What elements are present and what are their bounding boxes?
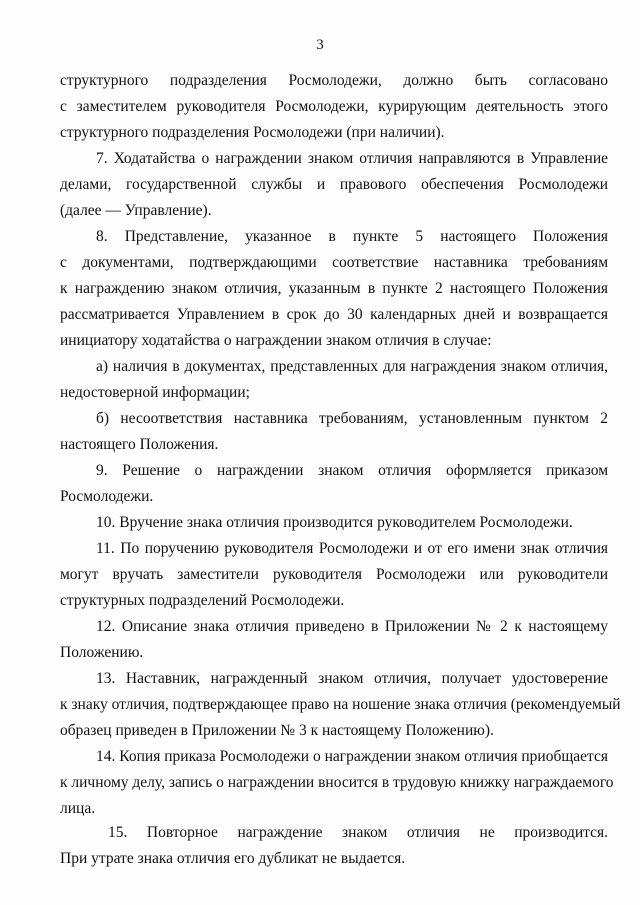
paragraph-7 [60, 146, 608, 224]
text-line: структурного подразделения Росмолодежи, должно быть согласовано [60, 72, 608, 89]
text-line: образец приведен в Приложении № 3 к настоящему Положению). [60, 722, 494, 739]
paragraph-10 [60, 510, 608, 536]
text-line: 10. Вручение знака отличия производится руководителем Росмолодежи. [96, 514, 573, 531]
text-line: Росмолодежи. [60, 488, 154, 505]
paragraph-continuation [60, 68, 608, 146]
text-line: недостоверной информации; [60, 384, 250, 401]
text-line: рассматривается Управлением в срок до 30 календарных дней и возвращается [60, 306, 608, 323]
text-line: (далее — Управление). [60, 202, 212, 219]
text-line: 9. Решение о награждении знаком отличия оформляется приказом [96, 462, 608, 479]
text-line: а) наличия в документах, представленных для награждения знаком отличия, [96, 358, 608, 375]
text-line: 11. По поручению руководителя Росмолодежи и от его имени знак отличия [96, 540, 608, 557]
text-line: настоящего Положения. [60, 436, 219, 453]
paragraph-9 [60, 458, 608, 510]
text-line: 12. Описание знака отличия приведено в Приложении № 2 к настоящему [96, 618, 608, 635]
text-line: 7. Ходатайства о награждении знаком отличия направляются в Управление [96, 150, 608, 167]
text-line: с документами, подтверждающими соответствие наставника требованиям [60, 254, 608, 271]
text-line: к знаку отличия, подтверждающее право на ношение знака отличия (рекомендуемый [60, 696, 621, 713]
text-line: структурных подразделений Росмолодежи. [60, 592, 345, 609]
text-line: При утрате знака отличия его дубликат не выдается. [60, 850, 406, 867]
text-line: Положению. [60, 644, 144, 661]
text-line: 8. Представление, указанное в пункте 5 настоящего Положения [96, 228, 608, 245]
text-line: 13. Наставник, награжденный знаком отличия, получает удостоверение [96, 670, 608, 687]
paragraph-8a [60, 354, 608, 406]
text-line: с заместителем руководителя Росмолодежи, курирующим деятельность этого [60, 98, 608, 115]
paragraph-12 [60, 614, 608, 666]
text-line: структурного подразделения Росмолодежи (при наличии). [60, 124, 445, 141]
text-line: к личному делу, запись о награждении вносится в трудовую книжку награждаемого [60, 774, 614, 791]
paragraph-15 [60, 820, 608, 872]
paragraph-8 [60, 224, 608, 354]
text-line: могут вручать заместители руководителя Росмолодежи или руководители [60, 566, 608, 583]
text-line: лица. [60, 800, 96, 817]
text-line: 15. Повторное награждение знаком отличия не производится. [108, 824, 608, 841]
paragraph-11 [60, 536, 608, 614]
text-line: делами, государственной службы и правового обеспечения Росмолодежи [60, 176, 608, 193]
page-number: 3 [316, 37, 324, 53]
text-line: б) несоответствия наставника требованиям, установленным пунктом 2 [96, 410, 608, 427]
paragraph-14 [60, 744, 614, 822]
text-line: инициатору ходатайства о награждении знаком отличия в случае: [60, 332, 492, 349]
paragraph-13 [60, 666, 621, 744]
paragraph-8b [60, 406, 608, 458]
text-line: 14. Копия приказа Росмолодежи о награждении знаком отличия приобщается [96, 748, 608, 765]
text-line: к награждению знаком отличия, указанным в пункте 2 настоящего Положения [60, 280, 608, 297]
